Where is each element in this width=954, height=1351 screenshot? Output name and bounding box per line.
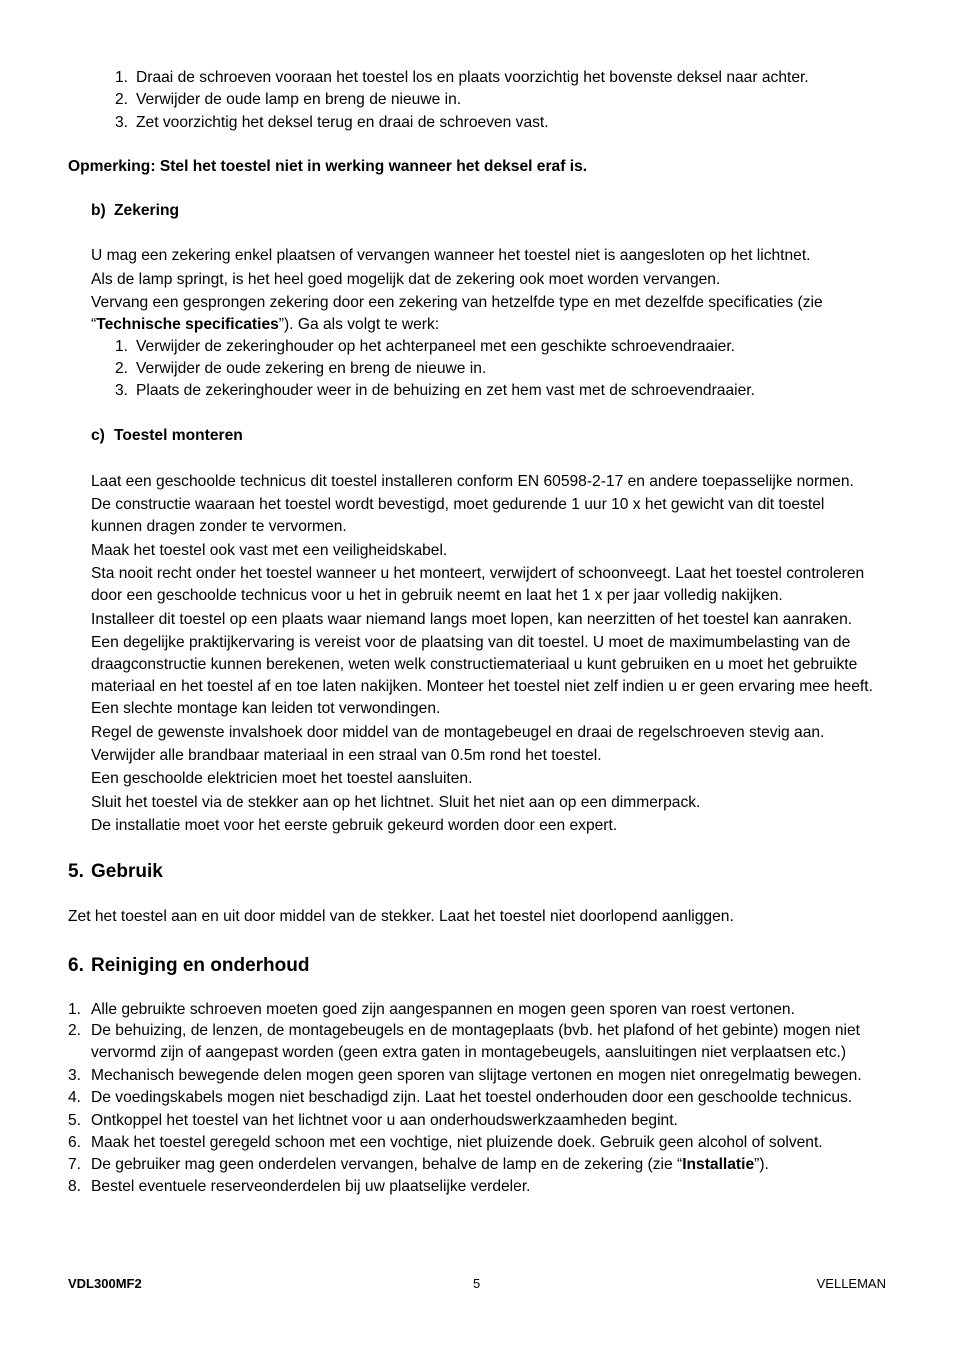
list-number: 3. (114, 382, 128, 399)
paragraph-text: ”). Ga als volgt te werk: (278, 316, 440, 333)
paragraph-line: Laat een geschoolde technicus dit toestel installeren conform EN 60598-2-17 en andere toepasselijke normen. (91, 473, 854, 490)
paragraph-line: De installatie moet voor het eerste gebruik gekeurd worden door een expert. (91, 817, 618, 834)
list-item (91, 1155, 769, 1175)
list-item: Maak het toestel geregeld schoon met een vochtige, niet pluizende doek. Gebruik geen alcohol of solvent. (91, 1134, 823, 1151)
list-number: 2. (114, 91, 128, 108)
list-item: Verwijder de oude zekering en breng de nieuwe in. (136, 360, 487, 377)
paragraph-line: Als de lamp springt, is het heel goed mogelijk dat de zekering ook moet worden vervangen. (91, 271, 721, 288)
cross-reference: Technische specificaties (96, 316, 279, 333)
footer-brand: VELLEMAN (816, 1276, 886, 1291)
paragraph-line: U mag een zekering enkel plaatsen of vervangen wanneer het toestel niet is aangesloten op het lichtnet. (91, 247, 811, 264)
note-warning: Opmerking: Stel het toestel niet in werking wanneer het deksel eraf is. (68, 158, 588, 175)
list-item: Mechanisch bewegende delen mogen geen sporen van slijtage vertonen en mogen niet onregelmatig bewegen. (91, 1067, 862, 1084)
paragraph-line: kunnen dragen zonder te vervormen. (91, 518, 347, 535)
paragraph-line: Sta nooit recht onder het toestel wanneer u het monteert, verwijdert of schoonveegt. Laat het toestel controleren (91, 565, 865, 582)
paragraph-line: Verwijder alle brandbaar materiaal in een straal van 0.5m rond het toestel. (91, 747, 602, 764)
paragraph-line: Maak het toestel ook vast met een veiligheidskabel. (91, 542, 448, 559)
list-item: Verwijder de oude lamp en breng de nieuwe in. (136, 91, 462, 108)
paragraph-line (91, 315, 439, 335)
subsection-heading: Toestel monteren (114, 427, 243, 444)
list-item: Zet voorzichtig het deksel terug en draai de schroeven vast. (136, 114, 549, 131)
list-item: Bestel eventuele reserveonderdelen bij uw plaatselijke verdeler. (91, 1178, 531, 1195)
paragraph-line: Zet het toestel aan en uit door middel van de stekker. Laat het toestel niet doorlopend aanliggen. (68, 908, 734, 925)
paragraph-line: Een degelijke praktijkervaring is vereist voor de plaatsing van dit toestel. U moet de maximumbelasting van de (91, 634, 851, 651)
list-item: Ontkoppel het toestel van het lichtnet voor u aan onderhoudswerkzaamheden begint. (91, 1112, 678, 1129)
list-item: Verwijder de zekeringhouder op het achterpaneel met een geschikte schroevendraaier. (136, 338, 736, 355)
list-item-text: De gebruiker mag geen onderdelen vervangen, behalve de lamp en de zekering (zie “ (91, 1156, 683, 1173)
paragraph-line: Regel de gewenste invalshoek door middel van de montagebeugel en draai de regelschroeven stevig aan. (91, 724, 825, 741)
subsection-heading: Zekering (114, 202, 179, 219)
list-number: 3. (67, 1067, 81, 1084)
paragraph-line: Installeer dit toestel op een plaats waar niemand langs moet lopen, kan neerzitten of het toestel kan aanraken. (91, 611, 853, 628)
list-item: De behuizing, de lenzen, de montagebeugels en de montageplaats (bvb. het plafond of het gebinte) mogen niet (91, 1022, 860, 1039)
list-item: Alle gebruikte schroeven moeten goed zijn aangespannen en mogen geen sporen van roest vertonen. (91, 1001, 795, 1018)
footer-model: VDL300MF2 (68, 1276, 142, 1291)
section-number: 6. (68, 955, 84, 976)
paragraph-line: materiaal en het toestel af en toe laten nakijken. Monteer het toestel niet zelf indien u er geen ervaring mee heeft. (91, 678, 873, 695)
list-number: 6. (67, 1134, 81, 1151)
list-number: 8. (67, 1178, 81, 1195)
paragraph-line: Een slechte montage kan leiden tot verwondingen. (91, 700, 441, 717)
list-number: 2. (67, 1022, 81, 1039)
list-number: 1. (114, 69, 128, 86)
section-heading: Gebruik (91, 861, 163, 882)
list-item: Plaats de zekeringhouder weer in de behuizing en zet hem vast met de schroevendraaier. (136, 382, 755, 399)
section-number: 5. (68, 861, 84, 882)
list-item-continuation: vervormd zijn of aangepast worden (geen extra gaten in montagebeugels, aansluitingen niet verplaatsen etc.) (91, 1044, 847, 1061)
paragraph-line: Een geschoolde elektricien moet het toestel aansluiten. (91, 770, 473, 787)
list-number: 7. (67, 1156, 81, 1173)
paragraph-line: door een geschoolde technicus voor u het in gebruik neemt en laat het 1 x per jaar volledig nakijken. (91, 587, 783, 604)
list-number: 4. (67, 1089, 81, 1106)
subsection-marker: c) (91, 427, 105, 444)
list-number: 1. (67, 1001, 81, 1018)
subsection-marker: b) (91, 202, 106, 219)
paragraph-line: Vervang een gesprongen zekering door een zekering van hetzelfde type en met dezelfde specificaties (zie (91, 294, 823, 311)
paragraph-line: Sluit het toestel via de stekker aan op het lichtnet. Sluit het niet aan op een dimmerpack. (91, 794, 701, 811)
list-number: 2. (114, 360, 128, 377)
list-number: 5. (67, 1112, 81, 1129)
quote-open: “ (91, 316, 97, 333)
footer-page-number: 5 (473, 1276, 481, 1291)
paragraph-line: De constructie waaraan het toestel wordt bevestigd, moet gedurende 1 uur 10 x het gewicht van dit toestel (91, 496, 825, 513)
list-number: 3. (114, 114, 128, 131)
list-number: 1. (114, 338, 128, 355)
list-item: Draai de schroeven vooraan het toestel los en plaats voorzichtig het bovenste deksel naar achter. (136, 69, 809, 86)
cross-reference: Installatie (682, 1156, 755, 1173)
section-heading: Reiniging en onderhoud (91, 955, 310, 976)
list-item-text: ”). (754, 1156, 769, 1173)
paragraph-line: draagconstructie kunnen berekenen, weten welk constructiemateriaal u kunt gebruiken en u moet het gebruikte (91, 656, 858, 673)
list-item: De voedingskabels mogen niet beschadigd zijn. Laat het toestel onderhouden door een geschoolde technicus. (91, 1089, 853, 1106)
